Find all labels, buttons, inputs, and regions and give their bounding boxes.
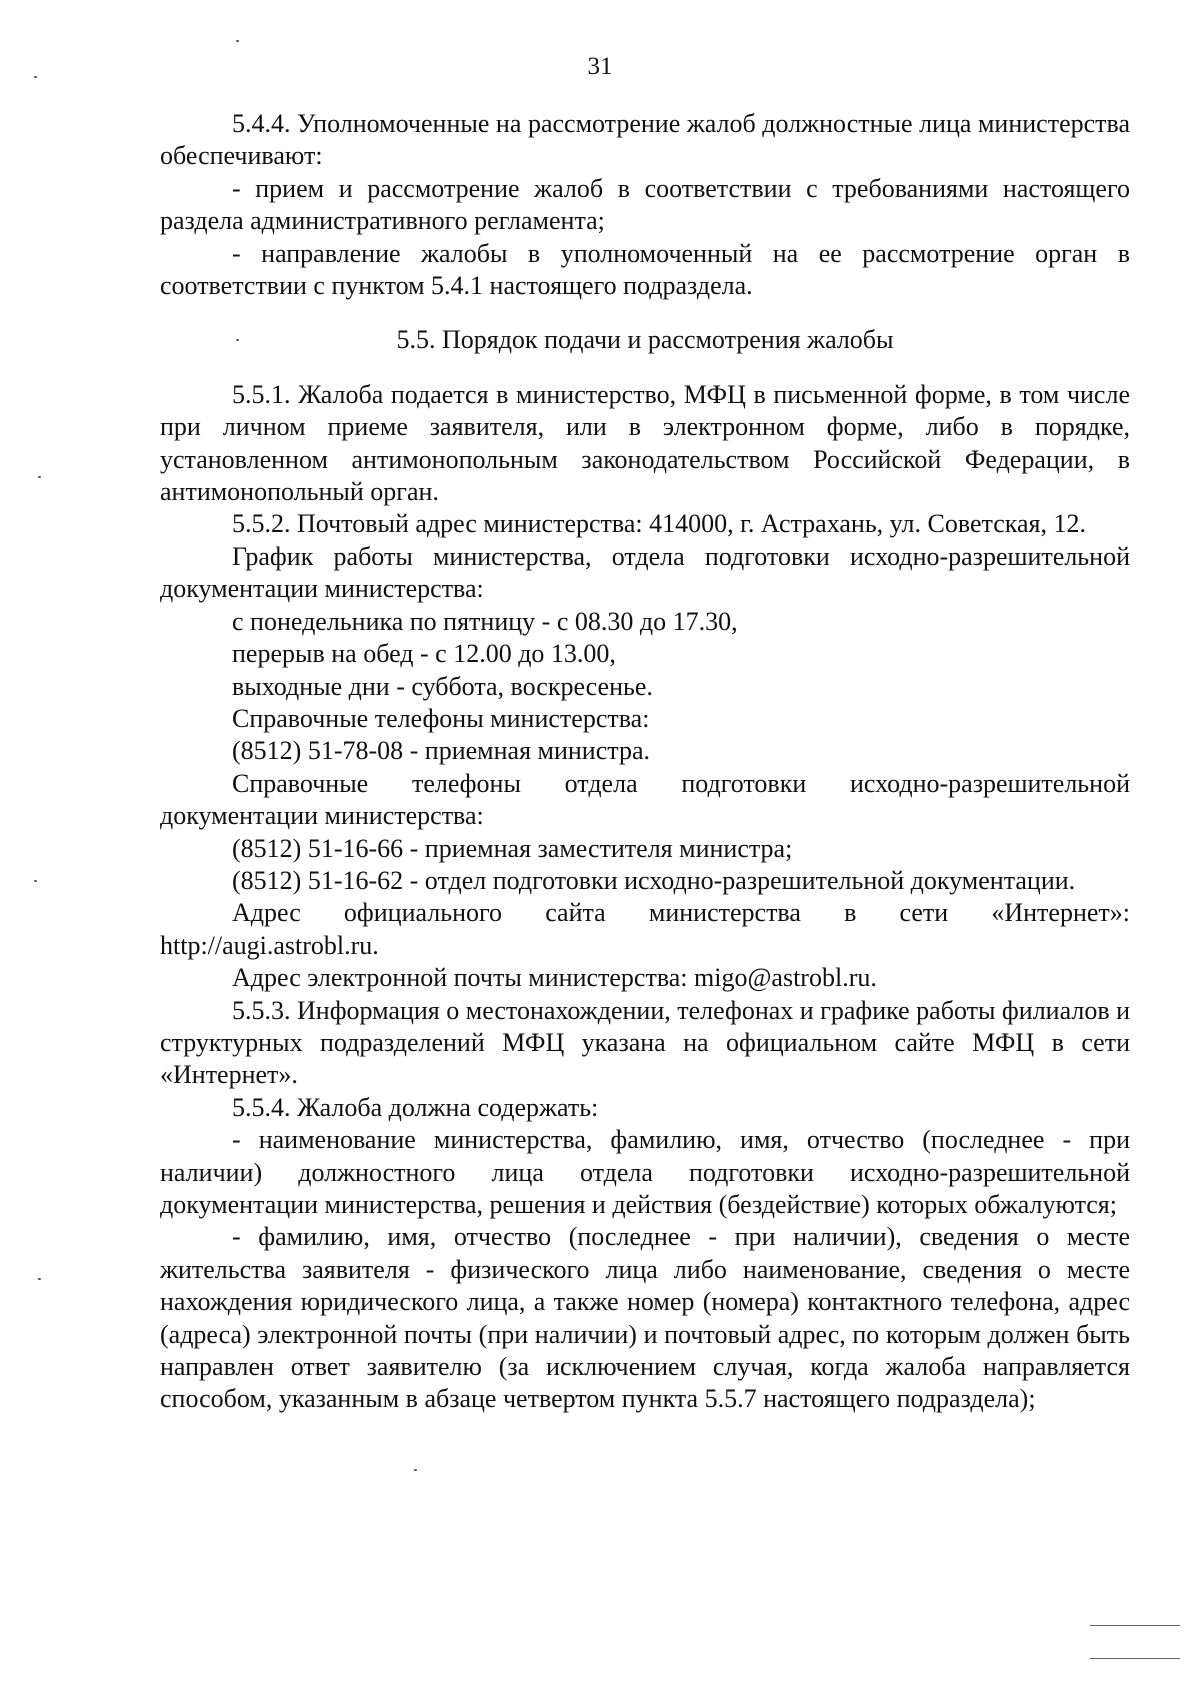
scan-speck xyxy=(38,476,41,478)
paragraph-dept-phones-heading: Справочные телефоны отдела подготовки исходно-разрешительной документации министерства: xyxy=(160,768,1130,831)
paragraph-days-off: выходные дни - суббота, воскресенье. xyxy=(232,671,653,701)
paragraph-phone-deputy: (8512) 51-16-66 - приемная заместителя министра; xyxy=(232,833,793,863)
section-heading: 5.5. Порядок подачи и рассмотрения жалобы xyxy=(396,325,894,355)
paragraph-website: Адрес официального сайта министерства в сети «Интернет»: http://augi.astrobl.ru. xyxy=(160,898,1130,960)
paragraph-5-5-3: 5.5.3. Информация о местонахождении, телефонах и графике работы филиалов и структурных подразделений МФЦ указана на официальном сайте МФЦ в сети «Интернет». xyxy=(160,995,1131,1090)
scan-speck xyxy=(236,40,239,42)
paragraph-email: Адрес электронной почты министерства: migo@astrobl.ru. xyxy=(232,963,877,993)
scan-speck xyxy=(34,76,37,78)
scan-speck xyxy=(236,339,239,341)
paragraph-item-reception: - прием и рассмотрение жалоб в соответствии с требованиями настоящего раздела административного регламента; xyxy=(160,173,1130,236)
paragraph-5-5-2: 5.5.2. Почтовый адрес министерства: 414000, г. Астрахань, ул. Советская, 12. xyxy=(232,509,1086,539)
page-number: 31 xyxy=(587,53,613,80)
paragraph-5-5-1: 5.5.1. Жалоба подается в министерство, МФЦ в письменной форме, в том числе при личном приеме заявителя, или в электронном форме, либо в порядке, установленном антимонопольным законодательством Российской Федерации, в антимонопольный орган. xyxy=(160,379,1130,507)
paragraph-lunch: перерыв на обед - с 12.00 до 13.00, xyxy=(232,639,616,669)
paragraph-item-applicant: - фамилию, имя, отчество (последнее - при наличии), сведения о месте жительства заявителя - физического лица либо наименование, сведения о месте нахождения юридического лица, а также номер (номера) контактного телефона, адрес (адреса) электронной почты (при наличии) и почтовый адрес, по которым должен быть направлен ответ заявителю (за исключением случая, когда жалоба направляется способом, указанным в абзаце четвертом пункта 5.5.7 настоящего подраздела); xyxy=(160,1222,1130,1414)
paragraph-weekdays: с понедельника по пятницу - с 08.30 до 17.30, xyxy=(232,606,738,636)
paragraph-item-forwarding: - направление жалобы в уполномоченный на ее рассмотрение орган в соответствии с пунктом 5.4.1 настоящего подраздела. xyxy=(160,238,1130,301)
scan-speck xyxy=(38,1278,41,1280)
scan-speck xyxy=(414,1469,417,1471)
paragraph-schedule: График работы министерства, отдела подготовки исходно-разрешительной документации министерства: xyxy=(160,541,1130,604)
paragraph-5-4-4: 5.4.4. Уполномоченные на рассмотрение жалоб должностные лица министерства обеспечивают: xyxy=(160,109,1130,171)
scan-edge-line xyxy=(1090,1658,1180,1659)
paragraph-phones-heading: Справочные телефоны министерства: xyxy=(232,703,650,733)
scan-speck xyxy=(34,880,37,882)
paragraph-item-name: - наименование министерства, фамилию, имя, отчество (последнее - при наличии) должностного лица отдела подготовки исходно-разрешительной документации министерства, решения и действия (бездействие) которых обжалуются; xyxy=(160,1125,1130,1219)
document-body xyxy=(160,108,1130,1416)
scan-edge-line xyxy=(1090,1625,1180,1626)
paragraph-5-5-4: 5.5.4. Жалоба должна содержать: xyxy=(232,1092,599,1122)
paragraph-phone-dept: (8512) 51-16-62 - отдел подготовки исходно-разрешительной документации. xyxy=(232,865,1076,895)
paragraph-phone-minister: (8512) 51-78-08 - приемная министра. xyxy=(232,736,650,766)
